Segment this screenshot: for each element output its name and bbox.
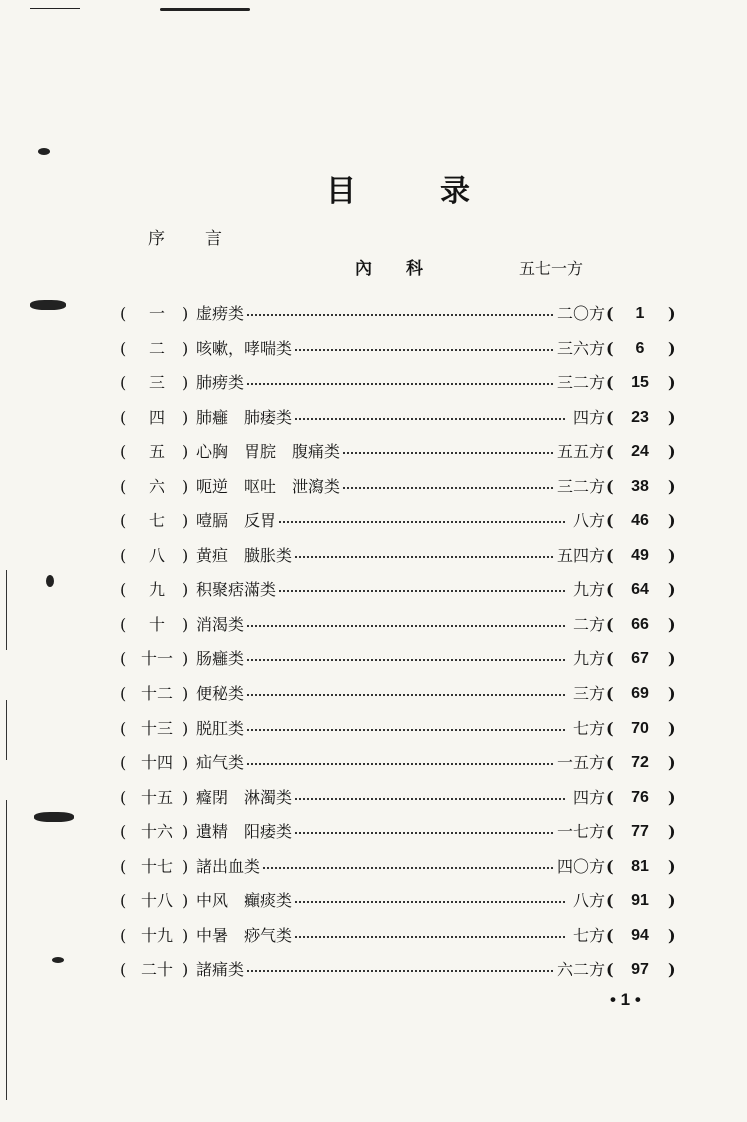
entry-page-number: 64 <box>631 581 649 599</box>
paren-open: ( <box>120 614 127 634</box>
paren-close: ) <box>182 407 189 427</box>
toc-entry <box>120 542 680 577</box>
entry-page-number: 23 <box>631 408 649 426</box>
toc-entry <box>120 715 680 750</box>
scan-edge-line <box>6 800 7 1100</box>
paren-close: ) <box>668 960 676 980</box>
title-char: 录 <box>440 174 470 209</box>
paren-open: ( <box>120 304 127 323</box>
dot-leader <box>196 659 565 661</box>
toc-entry <box>120 956 680 991</box>
paren-open: ( <box>606 684 614 704</box>
paren-close: ) <box>182 580 189 600</box>
paren-close: ) <box>668 614 676 634</box>
paren-open: ( <box>120 649 127 669</box>
paren-close: ) <box>182 649 189 669</box>
paren-open: ( <box>606 891 614 911</box>
entry-page-number: 77 <box>631 823 649 841</box>
paren-close: ) <box>668 787 676 807</box>
toc-entry <box>120 853 680 888</box>
paren-close: ) <box>182 891 189 911</box>
paren-close: ) <box>182 856 189 876</box>
toc-entry <box>120 300 680 335</box>
paren-close: ) <box>668 511 676 531</box>
entry-page-number: 97 <box>631 961 649 979</box>
entry-title: 咳嗽，哮喘类 <box>196 335 294 363</box>
scan-edge-line <box>6 700 7 760</box>
entry-number-text: 十五 <box>140 787 173 807</box>
paren-open: ( <box>606 718 614 738</box>
scan-edge-line <box>6 570 7 650</box>
entry-page-number: 38 <box>631 477 649 495</box>
entry-number-text: 十一 <box>140 649 173 669</box>
entry-page-number: 1 <box>635 305 645 322</box>
entry-number-text: 十四 <box>140 753 173 773</box>
entry-title: 遺精 阳痿类 <box>196 818 294 846</box>
entry-number-text: 一 <box>148 304 165 323</box>
paren-close: ) <box>182 718 189 738</box>
paren-close: ) <box>182 753 189 773</box>
paren-close: ) <box>182 442 189 462</box>
entry-formula-count: 五四方 <box>555 542 605 570</box>
toc-entry <box>120 335 680 370</box>
entry-number-text: 十八 <box>140 891 173 911</box>
entry-formula-count: 三方 <box>571 680 605 708</box>
entry-page-number: 24 <box>631 443 649 461</box>
dot-leader <box>196 763 565 765</box>
paren-open: ( <box>120 476 127 496</box>
ink-speck <box>30 8 80 9</box>
entry-formula-count: 七方 <box>571 922 605 950</box>
section-heading: 內科 <box>355 259 457 279</box>
entry-title: 心胸 胃脘 腹痛类 <box>196 438 342 466</box>
paren-close: ) <box>668 545 676 565</box>
paren-open: ( <box>120 753 127 773</box>
paren-open: ( <box>120 891 127 911</box>
entry-page-number: 70 <box>631 719 649 737</box>
paren-open: ( <box>120 718 127 738</box>
entry-formula-count: 二〇方 <box>555 300 605 328</box>
dot-leader <box>196 383 565 385</box>
paren-close: ) <box>668 891 676 911</box>
toc-entry <box>120 887 680 922</box>
paren-close: ) <box>182 511 189 531</box>
paren-open: ( <box>606 304 614 323</box>
paren-open: ( <box>120 822 127 842</box>
toc-entry <box>120 507 680 542</box>
paren-open: ( <box>606 822 614 842</box>
toc-entry <box>120 611 680 646</box>
entry-number-text: 六 <box>148 476 165 496</box>
paren-close: ) <box>182 373 189 393</box>
paren-close: ) <box>182 960 189 980</box>
entry-title: 諸出血类 <box>196 853 262 881</box>
toc-entry <box>120 818 680 853</box>
dot-leader <box>196 314 565 316</box>
paren-open: ( <box>606 476 614 496</box>
ink-speck <box>38 148 50 155</box>
toc-entry <box>120 576 680 611</box>
entry-page-number: 72 <box>631 754 649 772</box>
page-number: • 1 • <box>610 990 641 1009</box>
paren-open: ( <box>606 580 614 600</box>
entry-formula-count: 三二方 <box>555 369 605 397</box>
paren-open: ( <box>120 580 127 600</box>
paren-close: ) <box>668 649 676 669</box>
entry-title: 脱肛类 <box>196 715 246 743</box>
entry-page-number: 67 <box>631 650 649 668</box>
entry-formula-count: 八方 <box>571 887 605 915</box>
entry-title: 呃逆 呕吐 泄瀉类 <box>196 473 342 501</box>
entry-formula-count: 八方 <box>571 507 605 535</box>
ink-speck <box>34 812 74 822</box>
paren-close: ) <box>668 925 676 945</box>
paren-close: ) <box>182 684 189 704</box>
table-of-contents <box>120 300 680 991</box>
entry-title: 噎膈 反胃 <box>196 507 278 535</box>
paren-open: ( <box>120 511 127 531</box>
toc-entry <box>120 784 680 819</box>
paren-open: ( <box>606 649 614 669</box>
entry-formula-count: 四方 <box>571 404 605 432</box>
entry-title: 消渴类 <box>196 611 246 639</box>
paren-open: ( <box>120 545 127 565</box>
paren-open: ( <box>606 338 614 358</box>
entry-formula-count: 四〇方 <box>555 853 605 881</box>
toc-entry <box>120 645 680 680</box>
entry-number-text: 五 <box>148 442 165 462</box>
paren-close: ) <box>668 407 676 427</box>
paren-close: ) <box>182 338 189 358</box>
paren-close: ) <box>182 787 189 807</box>
paren-close: ) <box>182 476 189 496</box>
entry-number-text: 十三 <box>140 718 173 738</box>
paren-open: ( <box>120 856 127 876</box>
entry-page-number: 94 <box>631 926 649 944</box>
entry-title: 肺癰 肺痿类 <box>196 404 294 432</box>
entry-title: 肠癰类 <box>196 645 246 673</box>
entry-page-number: 15 <box>631 374 649 392</box>
entry-number-text: 十六 <box>140 822 173 842</box>
entry-number-text: 三 <box>148 373 165 393</box>
entry-page-number: 69 <box>631 685 649 703</box>
paren-open: ( <box>606 407 614 427</box>
entry-formula-count: 三二方 <box>555 473 605 501</box>
entry-title: 癃閉 淋濁类 <box>196 784 294 812</box>
toc-entry <box>120 680 680 715</box>
paren-open: ( <box>120 684 127 704</box>
entry-formula-count: 九方 <box>571 576 605 604</box>
paren-close: ) <box>668 856 676 876</box>
entry-title: 便秘类 <box>196 680 246 708</box>
entry-page-number: 76 <box>631 788 649 806</box>
entry-page-number: 66 <box>631 615 649 633</box>
entry-formula-count: 二方 <box>571 611 605 639</box>
paren-open: ( <box>120 960 127 980</box>
entry-number-text: 七 <box>148 511 165 531</box>
paren-close: ) <box>668 338 676 358</box>
toc-entry <box>120 749 680 784</box>
paren-close: ) <box>668 753 676 773</box>
paren-open: ( <box>606 511 614 531</box>
ink-speck <box>160 8 250 11</box>
entry-title: 諸痛类 <box>196 956 246 984</box>
entry-number-text: 十二 <box>140 684 173 704</box>
entry-number-text: 二十 <box>140 960 173 980</box>
toc-entry <box>120 922 680 957</box>
paren-close: ) <box>668 580 676 600</box>
entry-formula-count: 三六方 <box>555 335 605 363</box>
paren-close: ) <box>182 822 189 842</box>
section-formula-count: 五七一方 <box>519 259 584 278</box>
entry-formula-count: 九方 <box>571 645 605 673</box>
entry-formula-count: 一五方 <box>555 749 605 777</box>
entry-title: 虚痨类 <box>196 300 246 328</box>
paren-close: ) <box>182 614 189 634</box>
dot-leader <box>196 694 565 696</box>
entry-page-number: 6 <box>635 339 645 357</box>
preface-label: 序言 <box>148 229 262 249</box>
paren-open: ( <box>606 960 614 980</box>
entry-title: 肺痨类 <box>196 369 246 397</box>
entry-formula-count: 七方 <box>571 715 605 743</box>
paren-open: ( <box>120 787 127 807</box>
entry-title: 中风 癲痰类 <box>196 887 294 915</box>
entry-page-number: 81 <box>631 857 649 875</box>
entry-formula-count: 四方 <box>571 784 605 812</box>
toc-entry <box>120 473 680 508</box>
entry-formula-count: 六二方 <box>555 956 605 984</box>
toc-entry <box>120 404 680 439</box>
entry-title: 中暑 痧气类 <box>196 922 294 950</box>
paren-close: ) <box>668 822 676 842</box>
paren-open: ( <box>606 614 614 634</box>
dot-leader <box>196 729 565 731</box>
paren-open: ( <box>606 753 614 773</box>
title-char: 目 <box>326 174 356 209</box>
entry-page-number: 46 <box>631 512 649 530</box>
entry-page-number: 91 <box>631 892 649 910</box>
entry-page-number: 49 <box>631 546 649 564</box>
toc-entry <box>120 369 680 404</box>
entry-formula-count: 一七方 <box>555 818 605 846</box>
paren-open: ( <box>606 787 614 807</box>
entry-title: 黄疸 臌胀类 <box>196 542 294 570</box>
entry-title: 积聚痞滿类 <box>196 576 278 604</box>
toc-entry <box>120 438 680 473</box>
paren-open: ( <box>120 442 127 462</box>
dot-leader <box>196 970 565 972</box>
entry-number-text: 十 <box>148 614 165 634</box>
paren-close: ) <box>668 718 676 738</box>
ink-speck <box>46 575 54 587</box>
paren-open: ( <box>606 925 614 945</box>
paren-close: ) <box>668 442 676 462</box>
paren-open: ( <box>120 925 127 945</box>
entry-formula-count: 五五方 <box>555 438 605 466</box>
paren-close: ) <box>182 925 189 945</box>
entry-number-text: 十九 <box>140 925 173 945</box>
paren-close: ) <box>668 304 676 323</box>
dot-leader <box>196 625 565 627</box>
ink-speck <box>30 300 66 310</box>
paren-close: ) <box>668 684 676 704</box>
paren-close: ) <box>668 476 676 496</box>
paren-close: ) <box>182 545 189 565</box>
paren-open: ( <box>606 373 614 393</box>
entry-number-text: 八 <box>148 545 165 565</box>
entry-number-text: 十七 <box>140 856 173 876</box>
paren-open: ( <box>120 407 127 427</box>
paren-open: ( <box>606 545 614 565</box>
paren-open: ( <box>606 442 614 462</box>
entry-title: 疝气类 <box>196 749 246 777</box>
ink-speck <box>52 957 64 963</box>
entry-number-text: 二 <box>148 338 165 358</box>
entry-number-text: 九 <box>148 580 165 600</box>
entry-number-text: 四 <box>148 407 165 427</box>
paren-close: ) <box>182 304 189 323</box>
paren-close: ) <box>668 373 676 393</box>
paren-open: ( <box>120 338 127 358</box>
page-title <box>0 166 747 209</box>
paren-open: ( <box>120 373 127 393</box>
paren-open: ( <box>606 856 614 876</box>
